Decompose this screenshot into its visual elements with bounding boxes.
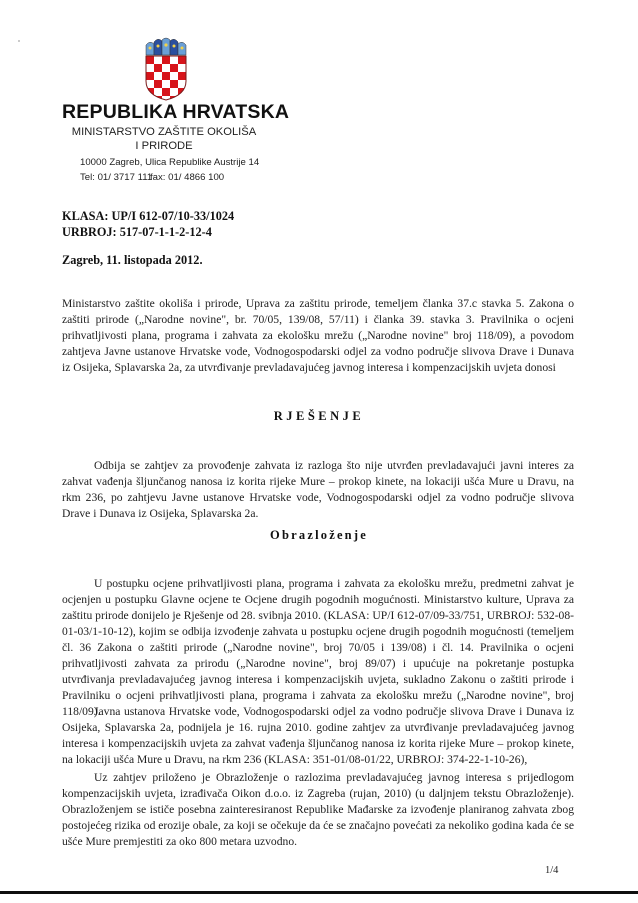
intro-paragraph: Ministarstvo zaštite okoliša i prirode, Uprava za zaštitu prirode, temeljem članka 37.c stavka 5. Zakona o zaštiti prirode („Narodne novine", br. 70/05, 139/08, 57/11) i članka 39. stavka 3. Pravilnika o ocjeni prihvatljivosti plana, programa i zahvata za ekološku mrežu („Narodne novine" broj 118/09), a povodom zahtjeva Javne ustanove Hrvatske vode, Vodnogospodarski odjel za vodno područje slivova Drave i Dunava iz Osijeka, Splavarska 2a, za utvrđivanje prevladavajućeg javnog interesa i kompenzacijskih uvjeta donosi bbox=[62, 297, 574, 374]
ministry-phone: Tel: 01/ 3717 111 bbox=[80, 172, 153, 183]
shield-check-square bbox=[178, 64, 186, 72]
shield-check-square bbox=[162, 56, 170, 64]
page-number: 1/4 bbox=[545, 865, 559, 876]
shield-check-square bbox=[154, 56, 162, 64]
shield-check-square bbox=[170, 64, 178, 72]
shield-check-square bbox=[146, 64, 154, 72]
ministry-name-line1: MINISTARSTVO ZAŠTITE OKOLIŠA bbox=[71, 126, 257, 138]
scan-speck bbox=[18, 40, 20, 42]
ministry-fax: fax: 01/ 4866 100 bbox=[150, 172, 225, 183]
shield-check-square bbox=[154, 88, 162, 96]
reasoning-paragraph-3: Uz zahtjev priloženo je Obrazloženje o razlozima prevladavajućeg javnog interesa s prijedlogom kompenzacijskih uvjeta, izrađivača Oikon d.o.o. iz Zagreba (rujan, 2010) (u daljnjem tekstu Obrazloženje). Obrazloženjem se ističe posebna zainteresiranost Republike Mađarske za izvođenje planiranog zahvata zbog postojećeg rizika od erozije obale, za koji se očekuje da će se značajno povećati za nekoliko godina kada će se ušće Mure premjestiti za oko 800 metara uzvodno. bbox=[62, 771, 574, 848]
croatian-coat-of-arms-icon bbox=[143, 37, 189, 101]
scan-edge-line bbox=[0, 891, 638, 894]
urbroj-reference: URBROJ: 517-07-1-1-2-12-4 bbox=[62, 225, 212, 239]
shield-check-square bbox=[162, 64, 170, 72]
decision-text: Odbija se zahtjev za provođenje zahvata iz razloga što nije utvrđen prevladavajući javni interes za zahvat vađenja šljunčanog nanosa iz korita rijeke Mure – prokop kinete, na lokaciji ušća Mure u Dravu, na rkm 236, po zahtjevu Javne ustanove Hrvatske vode, Vodnogospodarski odjel za vodno područje slivova Drave i Dunava iz Osijeka, Splavarska 2a. bbox=[62, 459, 574, 520]
shield-check-square bbox=[170, 88, 178, 96]
shield-check-square bbox=[146, 56, 154, 64]
shield-check-square bbox=[162, 88, 170, 96]
shield-check-square bbox=[162, 72, 170, 80]
shield-check-square bbox=[154, 64, 162, 72]
reasoning-heading: Obrazloženje bbox=[270, 528, 368, 542]
shield-check-square bbox=[154, 72, 162, 80]
shield-check-square bbox=[170, 72, 178, 80]
shield-check-square bbox=[162, 80, 170, 88]
reasoning-paragraph-1: U postupku ocjene prihvatljivosti plana, programa i zahvata za ekološku mrežu, predmetni zahvat je ocjenjen u postupku Glavne ocjene te Ocjene drugih pogodnih mogućnosti. Ministarstvo kulture, Uprava za zaštitu prirode donijelo je Rješenje od 28. svibnja 2010. (KLASA: UP/I 612-07/09-33/751, URBROJ: 532-08-01-03/1-10-12), kojim se odbija izvođenje zahvata u postupku ocjene drugih pogodnih mogućnosti (temeljem čl. 36 Zakona o zaštiti prirode („Narodne novine", broj 70/05 i 139/08) i čl. 14. Pravilnika o ocjeni prihvatljivosti zahvata za prirodu („Narodne novine", broj 89/07) i upućuje na pokretanje postupka utvrđivanja prevladavajućeg javnog interesa i kompenzacijskih uvjeta, sukladno Zakonu o zaštiti prirode i Pravilniku o ocjeni prihvatljivosti plana, programa i zahvata za ekološku mrežu („Narodne novine", broj 118/09). bbox=[62, 577, 575, 718]
shield-check-square bbox=[170, 80, 178, 88]
country-name: REPUBLIKA HRVATSKA bbox=[62, 101, 290, 123]
shield-check-square bbox=[178, 72, 186, 80]
reasoning-paragraph-2: Javna ustanova Hrvatske vode, Vodnogospodarski odjel za vodno područje slivova Drave i Dunava iz Osijeka, Splavarska 2a, podnijela je 16. rujna 2010. godine zahtjev za utvrđivanje prevladavajućeg javnog interesa i kompenzacijskih uvjeta za zahvat vađenja šljunčanog nanosa iz korita rijeke Mure – prokop kinete, na lokaciji ušća Mure u Dravu, na rkm 236 (KLASA: 351-01/08-01/22, URBROJ: 374-22-1-10-26), bbox=[62, 705, 574, 766]
ministry-address: 10000 Zagreb, Ulica Republike Austrije 14 bbox=[80, 157, 260, 168]
decision-heading: RJEŠENJE bbox=[273, 409, 365, 423]
shield-check-square bbox=[178, 56, 186, 64]
ministry-name-line2: I PRIRODE bbox=[135, 140, 193, 152]
shield-check-square bbox=[170, 56, 178, 64]
shield-check-square bbox=[154, 80, 162, 88]
shield-check-square bbox=[146, 72, 154, 80]
document-date: Zagreb, 11. listopada 2012. bbox=[62, 253, 203, 267]
klasa-reference: KLASA: UP/I 612-07/10-33/1024 bbox=[62, 209, 235, 223]
